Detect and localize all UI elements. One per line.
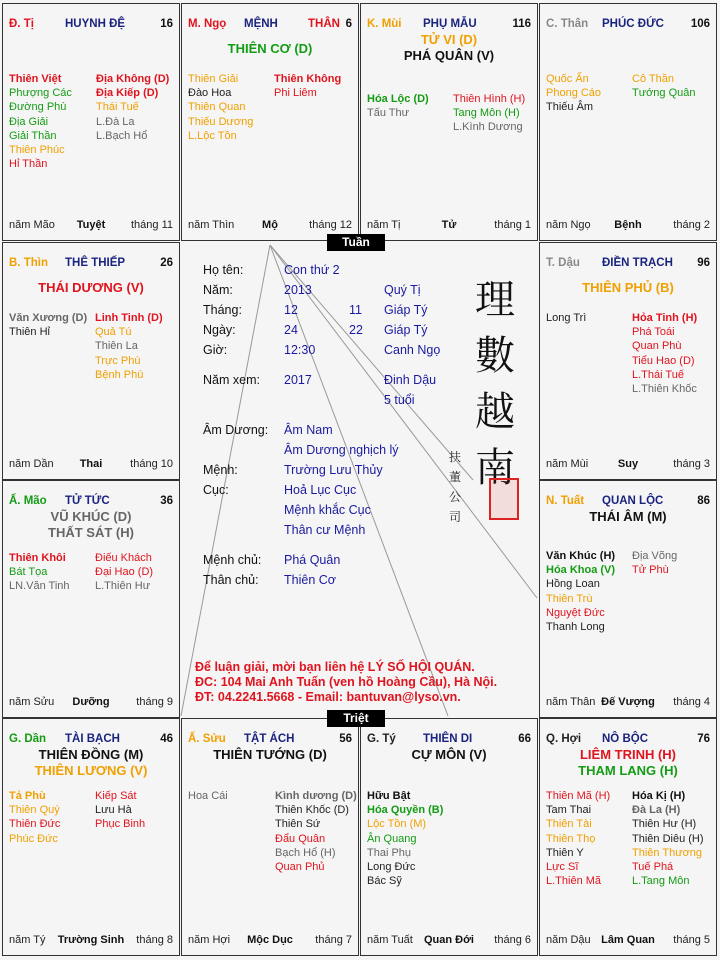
minor-star: Tướng Quân	[632, 87, 696, 100]
month-label: tháng 2	[673, 219, 710, 231]
main-star: THIÊN ĐỒNG (M)	[38, 747, 144, 762]
month-label: tháng 3	[673, 458, 710, 470]
palace-footer	[188, 934, 352, 947]
palace-cell-dan[interactable]	[2, 718, 180, 956]
minor-star: L.Tang Môn	[632, 875, 690, 888]
palace-cell-mao[interactable]	[2, 480, 180, 718]
cuc-note: Mệnh khắc Cục	[284, 503, 371, 517]
minor-stars-right	[275, 789, 357, 874]
branch-label: Đ. Tị	[9, 18, 34, 30]
palace-footer	[546, 934, 710, 947]
age-number: 16	[160, 18, 173, 30]
minor-star: Thiên Việt	[9, 73, 62, 85]
age-number: 116	[512, 18, 531, 30]
minor-stars-right	[95, 551, 153, 594]
month-label: tháng 1	[494, 219, 531, 231]
amduong-value: Âm Nam	[284, 423, 333, 437]
minor-star: Tam Thai	[546, 804, 592, 817]
minor-star: L.Đà La	[96, 115, 135, 128]
minor-stars-left	[188, 789, 228, 803]
branch-label: G. Dần	[9, 733, 47, 745]
branch-label: N. Tuất	[546, 495, 585, 507]
age-number: 6	[345, 18, 352, 30]
month-label: tháng 7	[315, 934, 352, 946]
minor-stars-left	[546, 789, 610, 888]
menh-chu-label: Mệnh chủ:	[203, 553, 262, 567]
minor-star: LN.Văn Tinh	[9, 580, 70, 593]
minor-star: Hóa Quyền (B)	[367, 804, 444, 817]
palace-footer	[9, 696, 173, 709]
minor-star: Bệnh Phù	[95, 368, 144, 381]
than-cu-note: Thân cư Mệnh	[284, 523, 366, 537]
minor-star: Nguyệt Đức	[546, 606, 605, 619]
minor-star: Tấu Thư	[367, 107, 410, 120]
palace-footer	[367, 934, 531, 947]
minor-stars-right	[95, 311, 163, 382]
cuc-label: Cục:	[203, 483, 229, 497]
age-number: 96	[697, 257, 710, 269]
age-number: 66	[518, 733, 531, 745]
year-label: Năm:	[203, 283, 233, 297]
palace-cell-dau[interactable]	[539, 242, 717, 480]
minor-stars-right	[632, 311, 697, 396]
minor-star: Hồng Loan	[546, 578, 600, 591]
minor-stars-right	[95, 789, 145, 832]
branch-label: T. Dậu	[546, 257, 580, 269]
year-value: 2013	[284, 283, 312, 297]
calligraphy-char: 理	[475, 277, 515, 323]
minor-star: Long Đức	[367, 861, 416, 874]
month-label: tháng 5	[673, 934, 710, 946]
minor-star: Địa Giải	[9, 115, 49, 128]
year-label: năm Ngọ	[546, 219, 591, 231]
branch-label: C. Thân	[546, 18, 589, 30]
minor-star: Quả Tú	[95, 326, 132, 339]
minor-star: Trực Phù	[95, 354, 141, 367]
minor-star: Văn Xương (D)	[9, 312, 88, 324]
palace-cell-ty[interactable]	[360, 718, 538, 956]
palace-cell-tuat[interactable]	[539, 480, 717, 718]
main-star: THIÊN TƯỚNG (D)	[213, 747, 327, 762]
minor-stars-right	[453, 92, 525, 135]
main-stars	[5, 280, 177, 296]
palace-name: ĐIỀN TRẠCH	[602, 257, 673, 269]
month-canchi: Giáp Tý	[384, 303, 428, 317]
minor-star: Lực Sĩ	[546, 861, 579, 874]
minor-star: Phi Liêm	[274, 87, 317, 100]
minor-star: Tử Phù	[632, 564, 669, 577]
minor-star: Thiên Hỉ	[9, 326, 50, 339]
year-label: năm Hợi	[188, 934, 231, 946]
minor-star: Thai Phụ	[367, 846, 412, 859]
minor-star: Thiên Thương	[632, 846, 703, 859]
menh-chu-value: Phá Quân	[284, 553, 341, 567]
palace-cell-ti[interactable]	[2, 3, 180, 241]
palace-name: TÀI BẠCH	[65, 733, 120, 745]
tuan-tag: Tuần	[327, 234, 385, 251]
age-value: 5 tuổi	[384, 393, 415, 407]
minor-star: Quốc Ấn	[546, 73, 589, 85]
calligraphy-char: 南	[475, 445, 515, 491]
main-stars	[5, 747, 177, 779]
hour-value: 12:30	[284, 343, 316, 357]
palace-footer	[9, 458, 173, 471]
minor-star: Thiên Quan	[188, 101, 246, 114]
menh-label: Mệnh:	[203, 463, 238, 477]
minor-stars-right	[632, 72, 696, 100]
life-stage: Bệnh	[614, 219, 642, 231]
life-stage: Lâm Quan	[601, 934, 655, 946]
minor-star: Thiên Diêu (H)	[632, 832, 704, 845]
than-chu-value: Thiên Cơ	[284, 573, 336, 587]
minor-star: Kiếp Sát	[95, 790, 137, 802]
palace-name: HUYNH ĐỆ	[65, 18, 126, 30]
minor-star: Đào Hoa	[188, 87, 232, 100]
calligraphy-char: 越	[475, 389, 515, 435]
age-number: 56	[339, 733, 352, 745]
minor-star: L.Lộc Tồn	[188, 129, 237, 142]
month-lunar: 11	[349, 303, 362, 317]
minor-star: Hóa Kị (H)	[632, 790, 686, 802]
palace-cell-than[interactable]	[539, 3, 717, 241]
minor-star: Điếu Khách	[95, 552, 152, 564]
minor-star: Thiên Y	[546, 846, 584, 859]
minor-star: Thiên Hình (H)	[453, 93, 526, 105]
palace-footer	[367, 219, 531, 232]
year-label: năm Thân	[546, 696, 596, 708]
contact-line[interactable]: ĐT: 04.2241.5668 - Email: bantuvan@lyso.vn.	[195, 690, 461, 704]
minor-star: Thiên Quý	[9, 804, 60, 817]
main-stars	[363, 32, 535, 64]
calligraphy-char: 數	[475, 333, 515, 379]
palace-name: THIÊN DI	[423, 733, 473, 745]
minor-star: Thiên Mã (H)	[546, 790, 611, 802]
minor-star: Hóa Lộc (D)	[367, 93, 429, 105]
day-label: Ngày:	[203, 323, 236, 337]
minor-stars-left	[546, 549, 615, 634]
name-value: Con thứ 2	[284, 263, 340, 277]
palace-header	[546, 18, 710, 32]
main-stars	[542, 280, 714, 296]
than-chu-label: Thân chủ:	[203, 573, 259, 587]
month-value: 12	[284, 303, 298, 317]
minor-star: Thiếu Âm	[546, 101, 594, 114]
month-label: Tháng:	[203, 303, 242, 317]
minor-stars-right	[96, 72, 169, 143]
main-stars	[5, 509, 177, 541]
age-number: 26	[160, 257, 173, 269]
minor-star: Đại Hao (D)	[95, 566, 154, 579]
year-label: năm Sửu	[9, 696, 55, 708]
palace-cell-thin[interactable]	[2, 242, 180, 480]
minor-stars-left	[188, 72, 253, 143]
amduong-note: Âm Dương nghịch lý	[284, 443, 399, 457]
minor-star: Địa Kiếp (D)	[96, 87, 159, 100]
hour-label: Giờ:	[203, 343, 228, 357]
minor-star: Tang Môn (H)	[453, 107, 520, 120]
palace-footer	[188, 219, 352, 232]
palace-name: MỆNH	[244, 18, 278, 30]
life-stage: Quan Đới	[424, 934, 474, 946]
minor-star: Phá Toái	[632, 326, 675, 339]
branch-label: Ấ. Sửu	[188, 733, 226, 745]
center-info	[183, 242, 537, 716]
minor-star: L.Thiên Hư	[95, 580, 151, 593]
branch-label: K. Mùi	[367, 18, 402, 30]
minor-star: Phúc Đức	[9, 832, 58, 845]
contact-line: ĐC: 104 Mai Anh Tuấn (ven hồ Hoàng Cầu), Hà Nội.	[195, 675, 498, 689]
minor-star: Hóa Khoa (V)	[546, 564, 616, 577]
year-label: năm Dần	[9, 458, 54, 470]
day-canchi: Giáp Tý	[384, 323, 428, 337]
palace-header	[9, 257, 173, 271]
minor-star: Cô Thần	[632, 73, 674, 85]
minor-star: Địa Không (D)	[96, 73, 170, 85]
palace-header	[9, 733, 173, 747]
month-label: tháng 12	[309, 219, 352, 231]
minor-stars-left	[9, 551, 70, 594]
age-number: 76	[697, 733, 710, 745]
palace-header	[546, 733, 710, 747]
palace-name: NÔ BỘC	[602, 733, 648, 745]
minor-star: Thiên Phúc	[9, 144, 65, 157]
minor-star: Địa Võng	[632, 550, 678, 562]
minor-star: Hỏa Tinh (H)	[632, 312, 698, 324]
palace-header	[546, 257, 710, 271]
minor-stars-left	[546, 311, 586, 325]
hour-canchi: Canh Ngọ	[384, 343, 441, 357]
minor-star: Thiên Tài	[546, 818, 592, 831]
minor-star: Quan Phủ	[275, 861, 325, 874]
calligraphy	[468, 272, 522, 496]
minor-star: L.Thiên Mã	[546, 875, 602, 888]
palace-cell-mui[interactable]	[360, 3, 538, 241]
triet-tag: Triệt	[327, 710, 385, 727]
branch-label: Ấ. Mão	[9, 495, 47, 507]
main-stars	[363, 747, 535, 763]
palace-header	[188, 18, 352, 32]
minor-star: L.Thái Tuế	[632, 368, 684, 381]
life-stage: Tử	[441, 219, 457, 231]
palace-name: PHÚC ĐỨC	[602, 18, 664, 30]
palace-name: THÊ THIẾP	[65, 257, 126, 269]
name-label: Họ tên:	[203, 263, 244, 277]
year-label: năm Tị	[367, 219, 401, 231]
palace-header	[188, 733, 352, 747]
minor-star: Đẩu Quân	[275, 832, 326, 845]
palace-header	[9, 495, 173, 509]
age-number: 86	[697, 495, 710, 507]
palace-header	[367, 18, 531, 32]
life-stage: Suy	[617, 458, 639, 470]
minor-star: Đà La (H)	[632, 804, 681, 817]
palace-footer	[546, 219, 710, 232]
palace-footer	[9, 219, 173, 232]
palace-footer	[546, 696, 710, 709]
minor-star: Thiên La	[95, 340, 138, 353]
palace-footer	[9, 934, 173, 947]
life-stage: Trường Sinh	[57, 934, 125, 946]
month-label: tháng 4	[673, 696, 710, 708]
palace-cell-ngo[interactable]	[181, 3, 359, 241]
view-year-value: 2017	[284, 373, 312, 387]
palace-header	[9, 18, 173, 32]
year-label: năm Tuất	[367, 934, 413, 946]
main-star: VŨ KHÚC (D)	[50, 509, 132, 524]
main-star: LIÊM TRINH (H)	[579, 747, 677, 762]
contact-info	[195, 660, 497, 705]
year-label: năm Dậu	[546, 934, 591, 946]
minor-star: Bác Sỹ	[367, 875, 402, 888]
minor-star: Bạch Hổ (H)	[275, 846, 336, 859]
minor-star: Tả Phù	[9, 790, 46, 802]
minor-star: Linh Tinh (D)	[95, 312, 163, 324]
minor-stars-left	[9, 789, 60, 846]
palace-name: TỬ TỨC	[65, 495, 110, 507]
minor-star: Thanh Long	[546, 621, 605, 634]
main-star: CỰ MÔN (V)	[411, 747, 487, 762]
red-seal-stamp	[489, 478, 519, 520]
minor-stars-left	[546, 72, 601, 115]
minor-star: L.Thiên Khốc	[632, 383, 697, 396]
than-marker: THÂN	[308, 18, 340, 30]
main-star: THÁI ÂM (M)	[589, 509, 667, 524]
life-stage: Mộc Dục	[247, 934, 293, 946]
palace-footer	[546, 458, 710, 471]
main-star: THIÊN LƯƠNG (V)	[34, 763, 148, 778]
minor-star: Thiên Giải	[188, 73, 239, 85]
contact-line: Để luận giải, mời bạn liên hệ LÝ SỐ HỘI QUÁN.	[195, 660, 475, 674]
palace-name: PHỤ MẪU	[423, 18, 477, 30]
minor-stars-right	[274, 72, 341, 100]
life-stage: Tuyệt	[76, 219, 106, 231]
main-stars	[184, 747, 356, 763]
main-star: THIÊN CƠ (D)	[227, 41, 313, 56]
main-stars	[184, 41, 356, 57]
month-label: tháng 11	[130, 219, 173, 231]
minor-star: Thiên Sứ	[275, 818, 321, 831]
year-label: năm Mùi	[546, 458, 589, 470]
view-year-canchi: Đinh Dậu	[384, 373, 437, 387]
minor-star: Thái Tuế	[96, 101, 139, 114]
minor-stars-left	[9, 311, 87, 339]
year-canchi: Quý Tị	[384, 283, 421, 297]
minor-star: Thiên Trù	[546, 592, 593, 605]
year-label: năm Thìn	[188, 219, 235, 231]
minor-star: Thiên Hư (H)	[632, 818, 697, 831]
minor-star: Kình dương (D)	[275, 790, 357, 802]
minor-star: Tuế Phá	[632, 861, 674, 874]
year-label: năm Tý	[9, 934, 46, 946]
minor-stars-left	[367, 92, 429, 120]
minor-star: Thiên Không	[274, 73, 342, 85]
life-stage: Mộ	[262, 219, 278, 231]
minor-stars-right	[632, 549, 677, 577]
age-number: 46	[160, 733, 173, 745]
view-year-label: Năm xem:	[203, 373, 260, 387]
minor-star: Văn Khúc (H)	[546, 550, 616, 562]
day-lunar: 22	[349, 323, 363, 337]
palace-cell-hoi[interactable]	[539, 718, 717, 956]
minor-star: Lưu Hà	[95, 804, 132, 817]
main-star: PHÁ QUÂN (V)	[403, 48, 495, 63]
minor-stars-left	[367, 789, 443, 888]
minor-star: Thiên Thọ	[546, 832, 596, 845]
minor-star: Tiểu Hao (D)	[632, 354, 695, 367]
life-stage: Thai	[79, 458, 103, 470]
minor-star: Giải Thần	[9, 129, 57, 142]
branch-label: M. Ngọ	[188, 18, 227, 30]
main-star: THÁI DƯƠNG (V)	[38, 280, 144, 295]
year-label: năm Mão	[9, 219, 55, 231]
minor-star: Bát Tọa	[9, 566, 48, 579]
main-star: THẤT SÁT (H)	[48, 525, 134, 540]
minor-star: Thiếu Dương	[188, 115, 254, 128]
minor-star: Phong Cáo	[546, 87, 602, 100]
palace-header	[367, 733, 531, 747]
amduong-label: Âm Dương:	[203, 423, 269, 437]
minor-star: Ân Quang	[367, 832, 417, 845]
palace-name: QUAN LỘC	[602, 495, 664, 507]
branch-label: Q. Hợi	[546, 733, 582, 745]
month-label: tháng 8	[136, 934, 173, 946]
age-number: 36	[160, 495, 173, 507]
minor-star: Phục Binh	[95, 818, 146, 831]
minor-star: Thiên Khôi	[9, 552, 66, 564]
age-number: 106	[690, 18, 710, 30]
minor-star: Long Trì	[546, 312, 587, 324]
seal-text: 扶 董 公 司	[449, 450, 462, 524]
main-stars	[542, 509, 714, 525]
palace-name: TẬT ÁCH	[244, 733, 295, 745]
minor-star: Phượng Các	[9, 87, 72, 100]
minor-star: L.Bạch Hổ	[96, 129, 148, 142]
minor-star: Lộc Tồn (M)	[367, 818, 427, 831]
palace-cell-suu[interactable]	[181, 718, 359, 956]
minor-star: Hỉ Thần	[9, 158, 48, 171]
menh-value: Trường Lưu Thủy	[284, 463, 383, 477]
minor-star: Hữu Bật	[367, 790, 411, 802]
palace-header	[546, 495, 710, 509]
main-star: TỬ VI (D)	[420, 32, 478, 47]
minor-stars-left	[9, 72, 72, 171]
minor-star: Hoa Cái	[188, 790, 228, 802]
month-label: tháng 6	[494, 934, 531, 946]
minor-star: L.Kình Dương	[453, 121, 523, 134]
minor-star: Thiên Đức	[9, 818, 61, 831]
life-stage: Đế Vượng	[601, 696, 655, 708]
life-stage: Dưỡng	[72, 696, 110, 708]
cuc-value: Hoả Lục Cục	[284, 483, 357, 497]
main-star: THAM LANG (H)	[578, 763, 678, 778]
month-label: tháng 9	[136, 696, 173, 708]
main-stars	[542, 747, 714, 779]
branch-label: B. Thìn	[9, 257, 48, 269]
minor-star: Thiên Khốc (D)	[275, 804, 349, 817]
day-value: 24	[284, 323, 298, 337]
minor-stars-right	[632, 789, 704, 888]
minor-star: Đường Phù	[9, 101, 67, 114]
branch-label: G. Tý	[367, 733, 396, 745]
main-star: THIÊN PHỦ (B)	[582, 280, 674, 295]
month-label: tháng 10	[130, 458, 173, 470]
minor-star: Quan Phù	[632, 340, 682, 353]
